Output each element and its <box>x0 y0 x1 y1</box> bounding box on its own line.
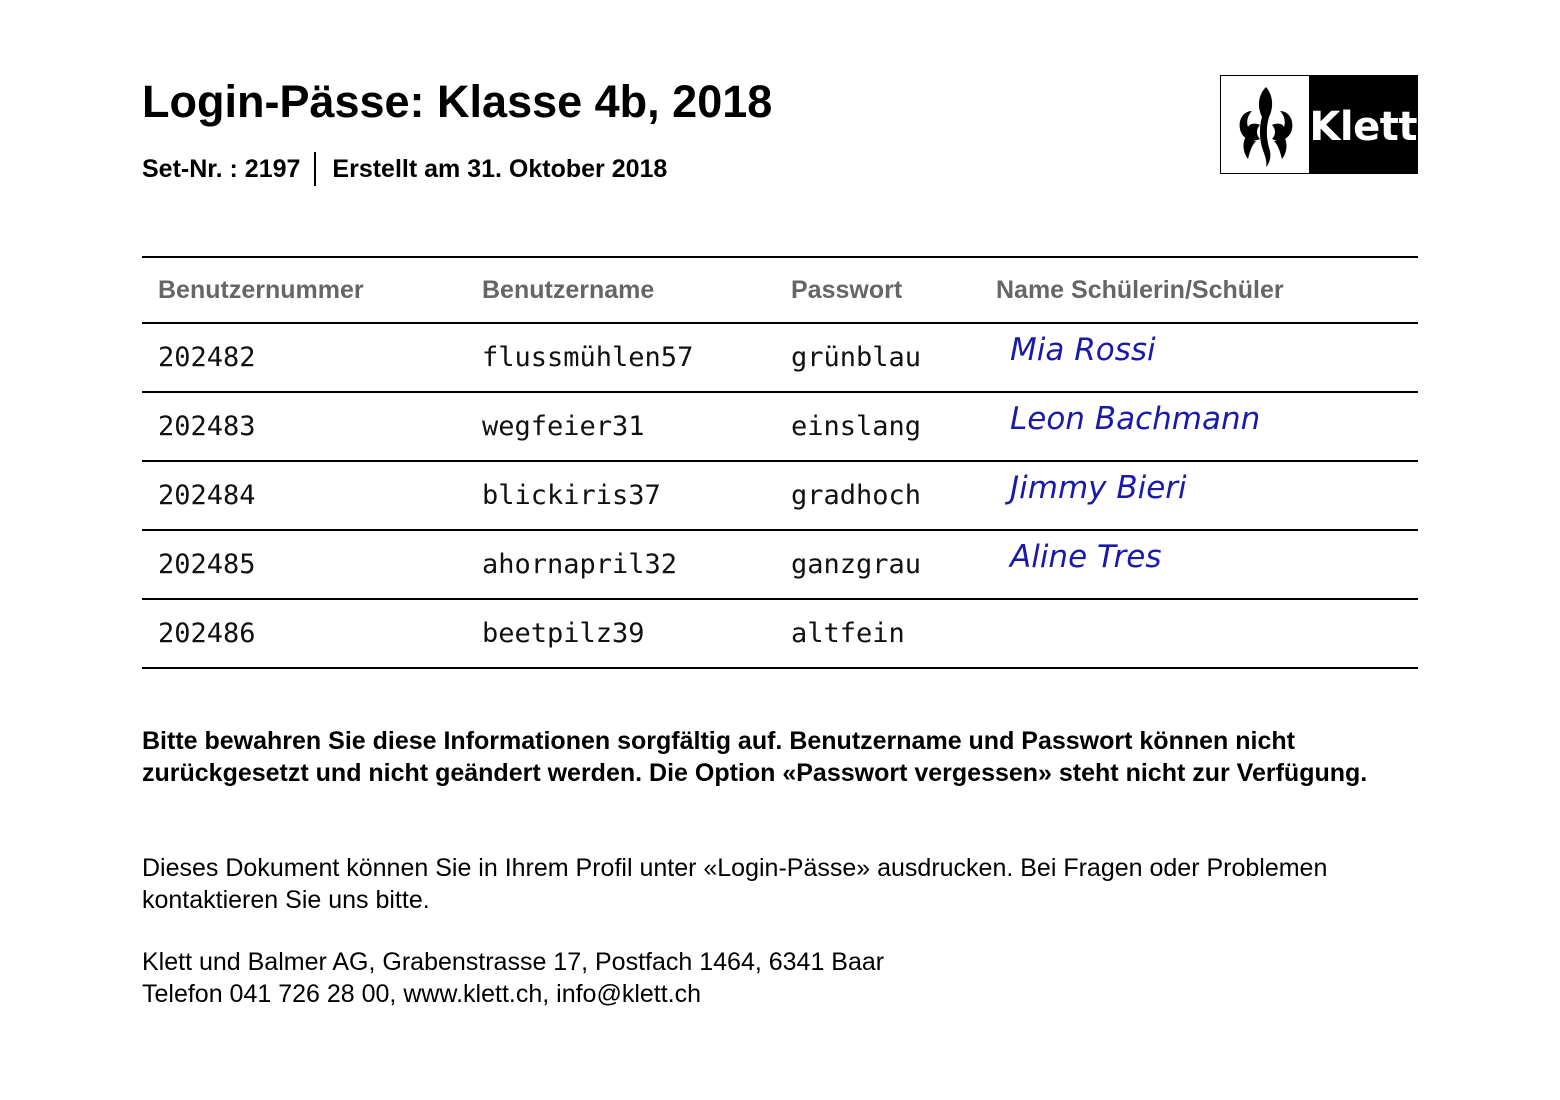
table-row <box>142 391 1418 460</box>
user-number: 202482 <box>158 342 256 373</box>
student-name: Jimmy Bieri <box>1010 470 1187 506</box>
user-number: 202484 <box>158 480 256 511</box>
password: gradhoch <box>791 480 922 511</box>
username: ahornapril32 <box>482 549 678 580</box>
user-number: 202486 <box>158 618 256 649</box>
password: ganzgrau <box>791 549 922 580</box>
klett-emblem-icon <box>1221 76 1309 173</box>
login-table <box>142 256 1418 669</box>
student-name: Leon Bachmann <box>1010 401 1261 437</box>
password: grünblau <box>791 342 922 373</box>
password: einslang <box>791 411 922 442</box>
table-row <box>142 322 1418 391</box>
password: altfein <box>791 618 905 649</box>
warning-notice: Bitte bewahren Sie diese Informationen sorgfältig auf. Benutzername und Passwort können nicht zurückgesetzt und nicht geändert werden. Die Option «Passwort vergessen» steht nicht zur Verfügung. <box>142 727 1368 787</box>
table-row <box>142 598 1418 669</box>
username: beetpilz39 <box>482 618 645 649</box>
column-header-passwort: Passwort <box>791 275 903 304</box>
klett-wordmark: Klett <box>1309 76 1417 173</box>
table-row <box>142 529 1418 598</box>
username: wegfeier31 <box>482 411 645 442</box>
table-row <box>142 460 1418 529</box>
contact-phone-web: Telefon 041 726 28 00, www.klett.ch, info@klett.ch <box>142 980 702 1008</box>
info-paragraph: Dieses Dokument können Sie in Ihrem Profil unter «Login-Pässe» ausdrucken. Bei Fragen oder Problemen kontaktieren Sie uns bitte. <box>142 854 1328 914</box>
contact-block <box>142 946 1432 1010</box>
column-header-name: Name Schülerin/Schüler <box>996 275 1284 304</box>
username: flussmühlen57 <box>482 342 694 373</box>
set-number: Set-Nr. : 2197 <box>142 155 301 183</box>
student-name: Mia Rossi <box>1010 332 1156 368</box>
page-title: Login-Pässe: Klasse 4b, 2018 <box>142 76 773 127</box>
column-header-benutzernummer: Benutzernummer <box>158 275 364 304</box>
student-name: Aline Tres <box>1010 539 1162 575</box>
username: blickiris37 <box>482 480 661 511</box>
user-number: 202485 <box>158 549 256 580</box>
document-meta <box>142 152 667 186</box>
created-date: Erstellt am 31. Oktober 2018 <box>332 155 668 183</box>
contact-address: Klett und Balmer AG, Grabenstrasse 17, Postfach 1464, 6341 Baar <box>142 948 885 976</box>
user-number: 202483 <box>158 411 256 442</box>
column-header-benutzername: Benutzername <box>482 275 655 304</box>
meta-divider <box>314 152 316 186</box>
klett-logo <box>1220 75 1418 174</box>
table-header <box>142 256 1418 322</box>
